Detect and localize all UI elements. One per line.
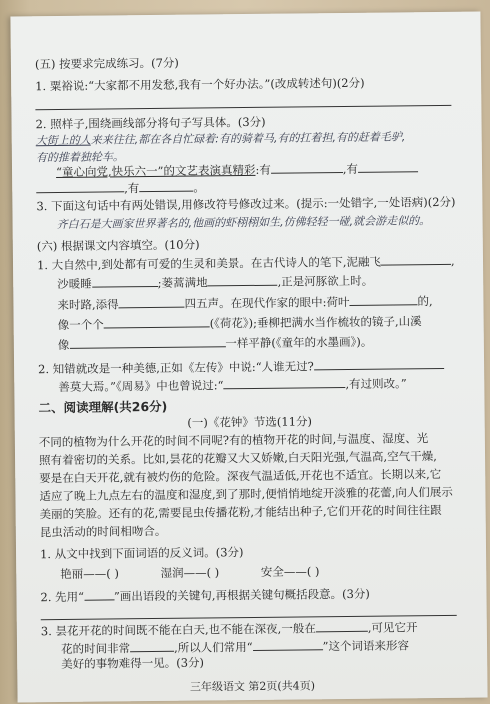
q5-2-example-rest: 来来往往,都在各自忙碌着:有的骑着马,有的扛着担,有的赶着毛驴,	[90, 130, 406, 147]
q2-2-text	[40, 585, 370, 605]
q2-3-text-a: 3. 昙花开花的时间既不能在白天,也不能在深夜,一般在	[40, 621, 316, 639]
q5-2-example-underlined: 大街上的人	[35, 133, 91, 148]
q2-2-text-a: 2. 先用“	[40, 589, 85, 605]
q6-1-blank-7[interactable]	[69, 334, 225, 349]
q6-1-text-e: 来时路,添得	[57, 297, 119, 313]
q6-2-blank-1[interactable]	[314, 356, 444, 370]
q6-1-blank-1[interactable]	[381, 252, 451, 266]
q2-3-blank-1[interactable]	[316, 619, 368, 633]
q6-1-text-k: 一样平静(《童年的水墨画》)。	[225, 334, 373, 351]
q6-2-line-2	[58, 374, 407, 395]
q6-1-text-d: ,正是河豚欲上时。	[277, 273, 374, 289]
q6-1-text-c: ;蒌蒿满地	[157, 275, 208, 290]
q6-1-line-3	[57, 292, 432, 313]
q5-3-sentence-text: 齐白石是大画家世界著名的,他画的虾栩栩如生,仿佛轻轻一碰,就会游走似的。	[56, 214, 431, 232]
passage-line-5: 美丽的笑脸。还有的花,需要昆虫传播花粉,才能结出种子,它们开花的时间往往跟	[39, 502, 442, 522]
q5-1-answer-line[interactable]	[35, 104, 451, 110]
q6-1-line-2	[57, 272, 373, 292]
passage-line-6: 昆虫活动的时间相吻合。	[39, 523, 167, 540]
q6-1-blank-6[interactable]	[104, 314, 210, 328]
q5-2-blank-4[interactable]	[139, 179, 193, 193]
q5-2-fill-line-2	[36, 178, 205, 197]
passage-title: (一)《花钟》节选(11分)	[187, 414, 313, 430]
q5-2-fill-you1: :有	[255, 162, 271, 177]
antonym-word-3: 安全——( )	[260, 564, 320, 579]
section-six-heading: (六) 根据课文内容填空。(10分)	[36, 237, 200, 254]
q6-1-blank-5[interactable]	[349, 292, 417, 306]
q6-1-text-a: 1. 大自然中,到处都有可爱的生灵和美景。在古代诗人的笔下,泥融飞	[36, 254, 382, 273]
q6-1-text-i: (《荷花》);垂柳把满水当作梳妆的镜子,山溪	[209, 314, 422, 331]
q6-2-text-b: 善莫大焉。”《周易》中也曾说过:“	[58, 378, 224, 394]
q5-1-text	[35, 75, 365, 94]
q2-1-text: 1. 从文中找到下面词语的反义词。(3分)	[39, 545, 244, 562]
section-five-heading: (五) 按要求完成练习。(7分)	[34, 55, 179, 72]
q6-1-blank-2[interactable]	[92, 274, 158, 288]
q2-3-line-3: 美好的事物难得一见。(3分)	[61, 655, 205, 671]
antonym-word-1: 艳丽——( )	[60, 566, 119, 581]
q6-1-line-4	[58, 312, 422, 333]
exam-page	[10, 12, 487, 703]
q6-1-text-b: 沙暖睡	[57, 276, 92, 292]
q6-1-blank-3[interactable]	[207, 273, 277, 287]
q6-2-text-c: ,有过则改。”	[345, 376, 407, 391]
q2-3-text-d: ,所以人们常用“	[173, 639, 253, 655]
antonym-word-2: 湿润——( )	[160, 565, 220, 580]
q5-2-blank-3[interactable]	[36, 179, 124, 193]
q5-1-prompt: 1. 粟裕说:“大家都不用发愁,我有一个好办法。”(改成转述句)(2分)	[35, 75, 365, 94]
q5-2-fill-prompt: “童心向党,快乐六一”的文艺表演真精彩	[55, 162, 256, 180]
q2-1-antonyms	[60, 563, 319, 582]
q2-3-text-c: 花的时间非常	[60, 641, 131, 656]
q6-1-blank-4[interactable]	[119, 295, 185, 309]
q6-1-line-5	[58, 333, 373, 353]
q5-3-sentence	[57, 212, 431, 233]
page-footer: 三年级语文 第2页(共4页)	[189, 679, 316, 694]
q6-1-line-1	[37, 252, 455, 273]
q5-2-fill-end: 。	[193, 180, 205, 195]
q5-2-fill-you2: ,有	[342, 161, 359, 177]
q6-1-text-h: 像一个个	[57, 317, 104, 333]
passage-line-4: 适应了晚上九点左右的温度和湿度,到了那时,便悄悄地绽开淡雅的花蕾,向人们展示	[39, 484, 453, 504]
part-two-heading: 二、阅读理解(共26分)	[38, 398, 168, 416]
q6-1-text-f: 四五声。在现代作家的眼中:荷叶	[184, 294, 350, 311]
q5-2-example-end: 有的推着独轮车。	[35, 150, 124, 165]
q5-3-text: 3. 下面这句话中有两处错误,用修改符号修改过来。(提示:一处错字,一处语病)(2分)	[36, 194, 456, 214]
q2-3-text-b: ,可见它开	[367, 620, 418, 635]
q5-2-blank-1[interactable]	[271, 160, 343, 174]
q6-2-blank-2[interactable]	[223, 375, 345, 389]
q2-3-line-2	[61, 636, 409, 657]
q5-2-blank-2[interactable]	[358, 159, 418, 173]
passage-line-2: 照有着密切的关系。比如,昙花的花瓣又大又娇嫩,白天阳光强,气温高,空气干燥,	[38, 449, 437, 468]
q5-2-fill-line	[56, 159, 418, 180]
passage-line-3: 要是在白天开花,就有被灼伤的危险。深夜气温适低,开花也不适宜。长期以来,它	[39, 466, 442, 486]
q6-1-comma: ,	[450, 253, 455, 268]
passage-line-1: 不同的植物为什么开花的时间不同呢?有的植物开花的时间,与温度、湿度、光	[38, 431, 429, 450]
q5-2-example-1	[36, 128, 406, 149]
q6-2-text-a: 2. 知错就改是一种美德,正如《左传》中说:“人谁无过?	[38, 359, 314, 377]
q2-3-text-e: ”这个词语来形容	[322, 638, 410, 654]
q6-1-text-j: 像	[57, 337, 70, 353]
q2-2-blank-symbol[interactable]	[84, 587, 114, 600]
q5-2-fill-you3: ,有	[124, 181, 140, 196]
q2-2-text-b: ”画出语段的关键句,再根据关键句概括段意。(3分)	[113, 586, 370, 604]
q5-2-text: 2. 照样子,围绕画线部分将句子写具体。(3分)	[35, 114, 266, 132]
q2-3-blank-2[interactable]	[130, 639, 174, 652]
q6-1-text-g: 的,	[417, 294, 433, 309]
q2-3-blank-3[interactable]	[252, 637, 322, 651]
